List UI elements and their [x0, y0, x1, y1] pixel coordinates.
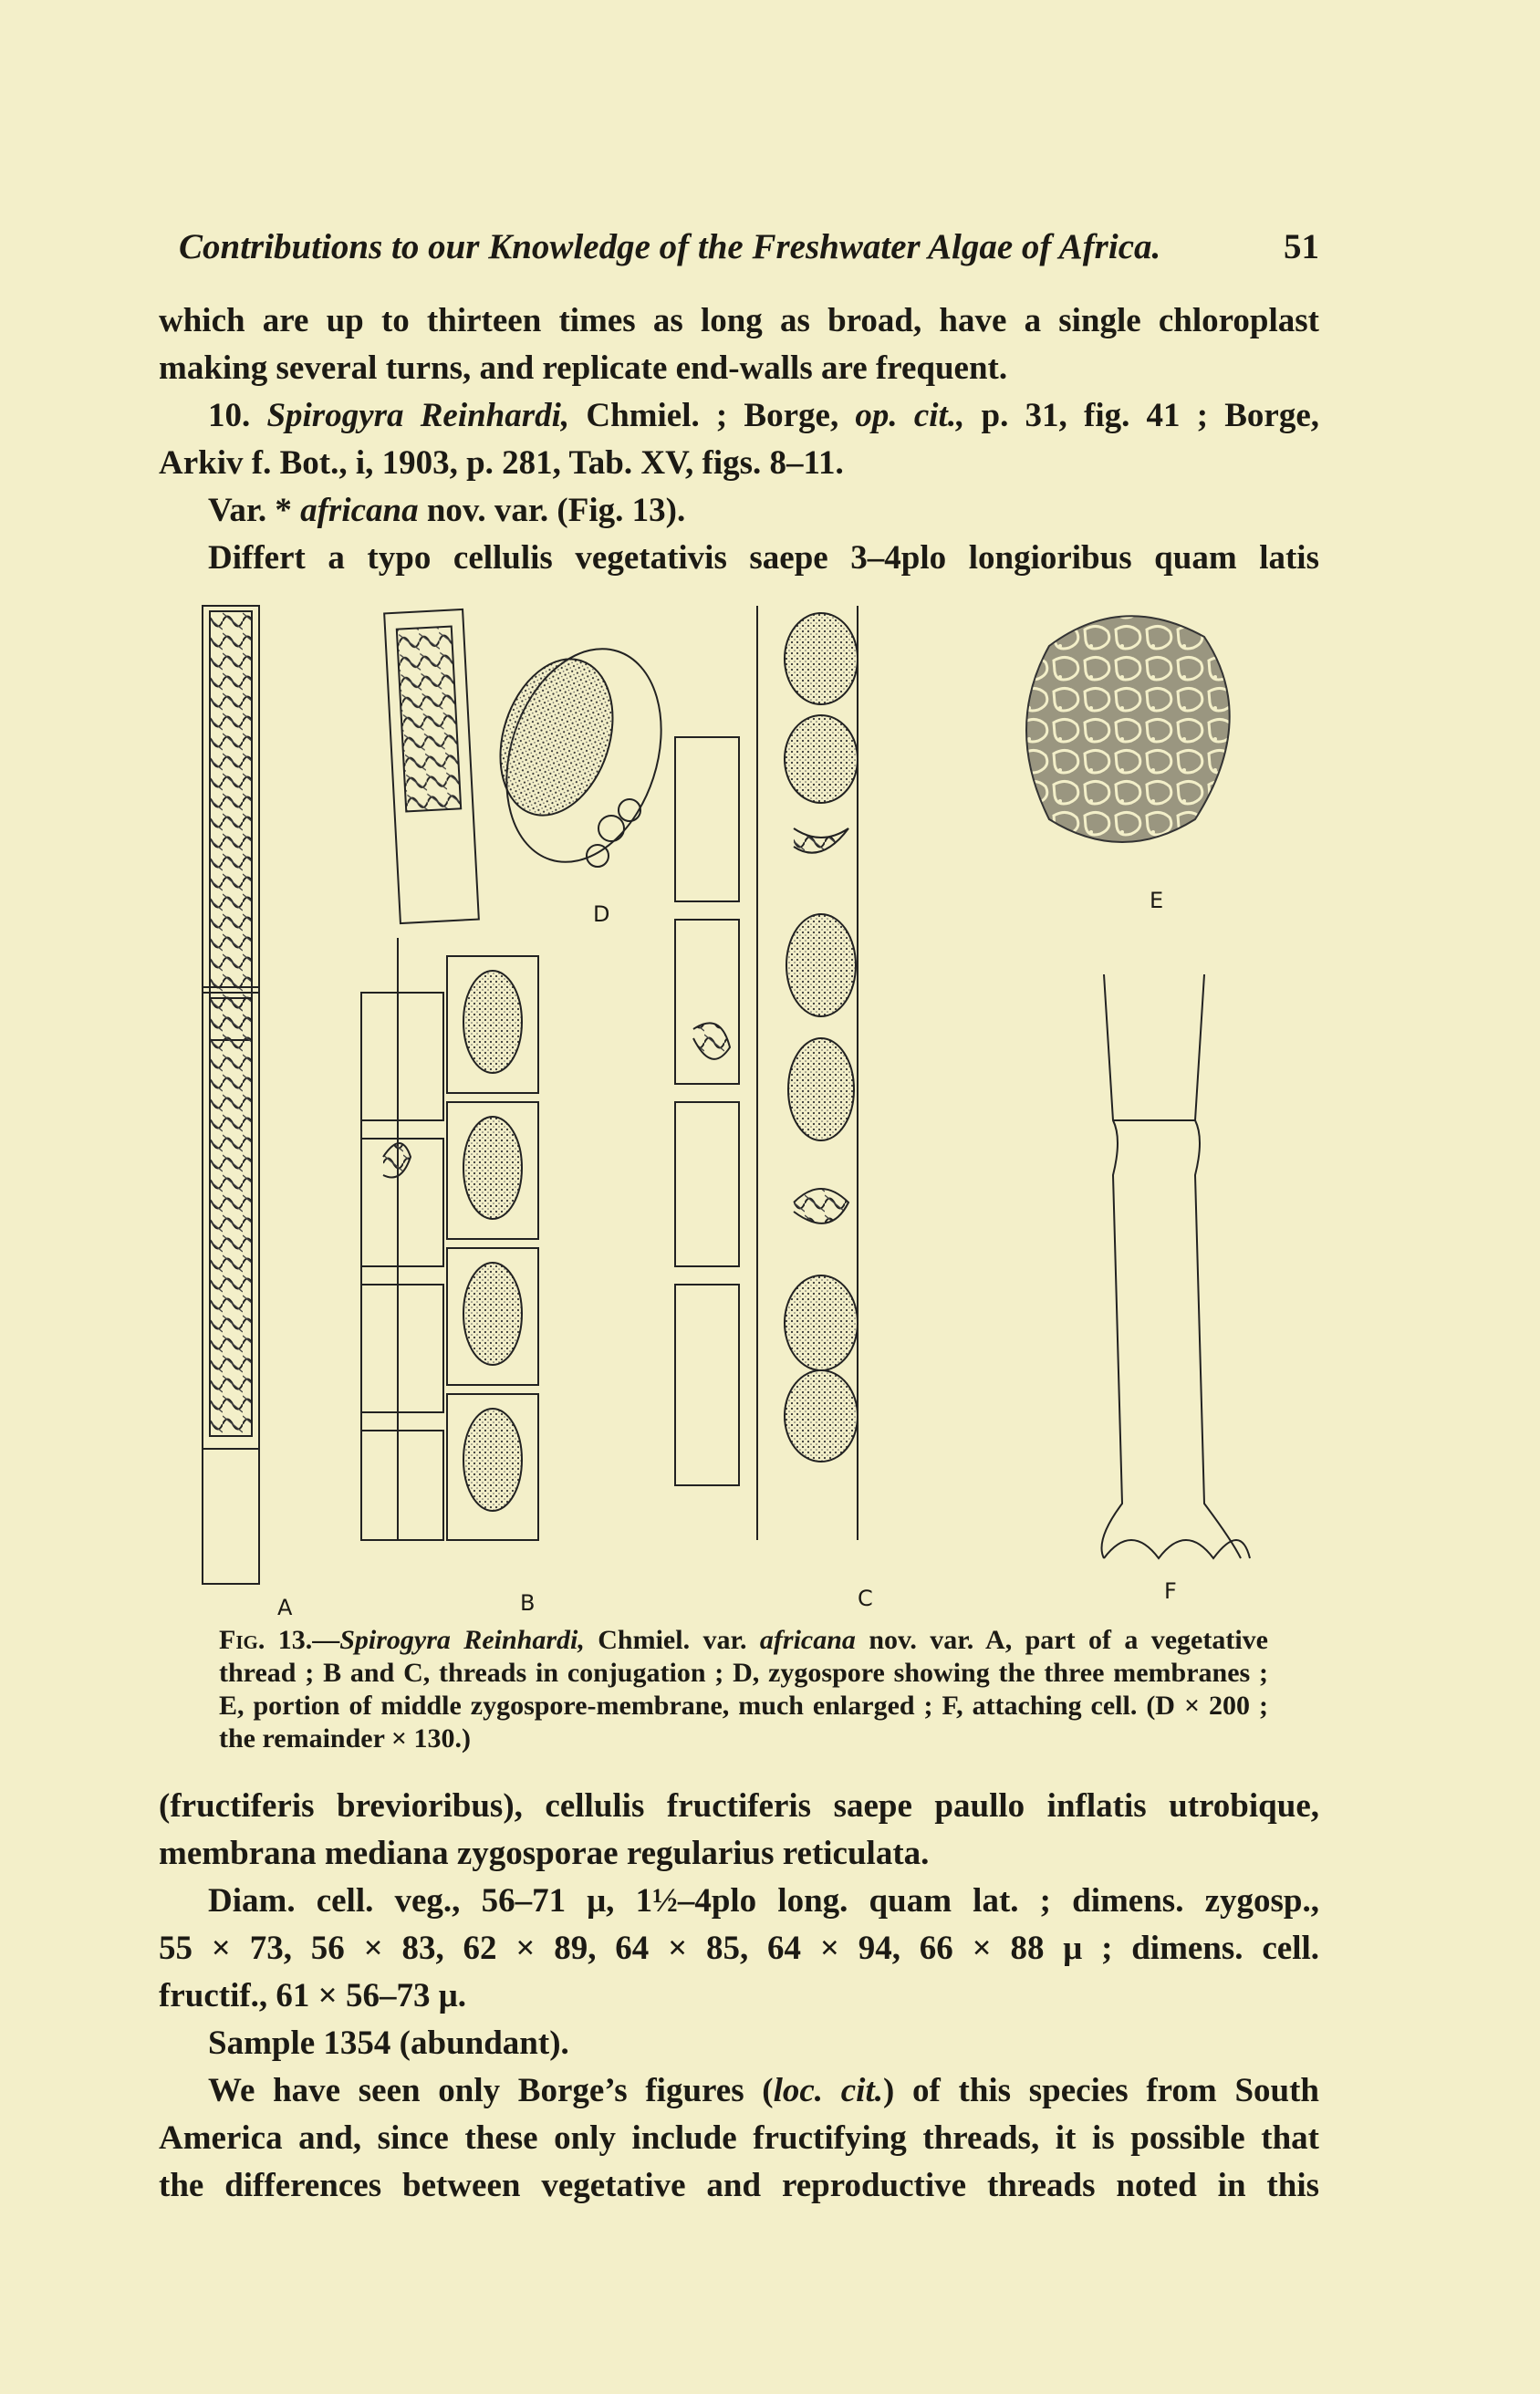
species-name: Spirogyra Reinhardi,	[266, 397, 570, 434]
text-line: Sample 1354 (abundant).	[208, 2024, 569, 2062]
figure-caption: Fig. 13.—Spirogyra Reinhardi, Chmiel. var. africana nov. var. A, part of a vegetative thread ; B and C, threads in conjugation ; D, zygospore showing the three membranes ; E, portion of middle zygospore-membrane, much enlarged ; F, attaching cell. (D × 200 ; the remainder × 130.)	[219, 1625, 1268, 1754]
var-name: africana	[300, 492, 419, 529]
running-title: Contributions to our Knowledge of the Freshwater Algae of Africa.	[179, 227, 1161, 266]
loc-cit: loc. cit.	[773, 2072, 883, 2109]
figure-label-c: C	[858, 1586, 873, 1611]
figure-label-d: D	[593, 901, 610, 927]
caption-fig-number: Fig. 13.	[219, 1625, 313, 1655]
running-head	[179, 226, 1319, 267]
text-line: the differences between vegetative and reproductive threads noted in this	[159, 2167, 1319, 2204]
figure-f-attaching-cell	[1102, 974, 1251, 1558]
figure-c-threads	[675, 606, 858, 1540]
caption-author: Chmiel. var.	[584, 1625, 760, 1655]
text-line: membrana mediana zygosporae regularius reticulata.	[159, 1835, 930, 1872]
text-line: which are up to thirteen times as long as broad, have a single chloroplast	[159, 302, 1319, 339]
text-span: We have seen only Borge’s figures (	[208, 2072, 774, 2109]
text-span: nov. var. (Fig. 13).	[418, 492, 686, 529]
figure-a-thread	[203, 606, 259, 1584]
figure-label-e: E	[1150, 888, 1164, 913]
latin-line: Differt a typo cellulis vegetativis saepe 3–4plo longioribus quam latis	[208, 539, 1319, 577]
text-line: Arkiv f. Bot., i, 1903, p. 281, Tab. XV, figs. 8–11.	[159, 444, 844, 482]
top-paragraph	[159, 297, 1319, 582]
caption-variety: africana	[759, 1625, 856, 1655]
figure-label-a: A	[277, 1595, 293, 1620]
text-line: (fructiferis brevioribus), cellulis fructiferis saepe paullo inflatis utrobique,	[159, 1787, 1319, 1825]
op-cit: op. cit.,	[855, 397, 965, 434]
bottom-paragraph	[159, 1783, 1319, 2210]
text-line: making several turns, and replicate end-walls are frequent.	[159, 349, 1008, 387]
text-line: 55 × 73, 56 × 83, 62 × 89, 64 × 85, 64 × 94, 66 × 88 μ ; dimens. cell.	[159, 1930, 1319, 1967]
entry-number: 10.	[208, 397, 251, 434]
text-span: p. 31, fig. 41 ; Borge,	[964, 397, 1320, 434]
caption-text: nov. var. A, part of a vegetative thread ; B and C, threads in conjugation ; D, zygospore showing the three membranes ; E, portion of middle zygospore-membrane, much enlarged ; F, attaching cell. (D × 200 ; the remainder × 130.)	[219, 1625, 1268, 1754]
text-line: America and, since these only include fructifying threads, it is possible that	[159, 2119, 1319, 2157]
text-line: fructif., 61 × 56–73 μ.	[159, 1977, 466, 2014]
figure-label-f: F	[1164, 1578, 1177, 1604]
figure-e-membrane	[1026, 616, 1230, 842]
text-span: Chmiel. ; Borge,	[569, 397, 856, 434]
text-span: ) of this species from South	[882, 2072, 1319, 2109]
entry-line	[159, 392, 1319, 440]
figure-drawing	[182, 591, 1332, 1631]
caption-species: Spirogyra Reinhardi,	[339, 1625, 585, 1655]
text-line	[159, 2067, 1319, 2115]
text-line: Diam. cell. veg., 56–71 μ, 1½–4plo long. quam lat. ; dimens. zygosp.,	[208, 1882, 1319, 1920]
page-number: 51	[1284, 227, 1319, 266]
var-line	[159, 487, 1319, 535]
figure-d-zygospore	[481, 629, 687, 882]
figure-label-b: B	[520, 1590, 536, 1616]
figure-13	[182, 591, 1332, 1631]
text-span: Var. *	[208, 492, 301, 529]
